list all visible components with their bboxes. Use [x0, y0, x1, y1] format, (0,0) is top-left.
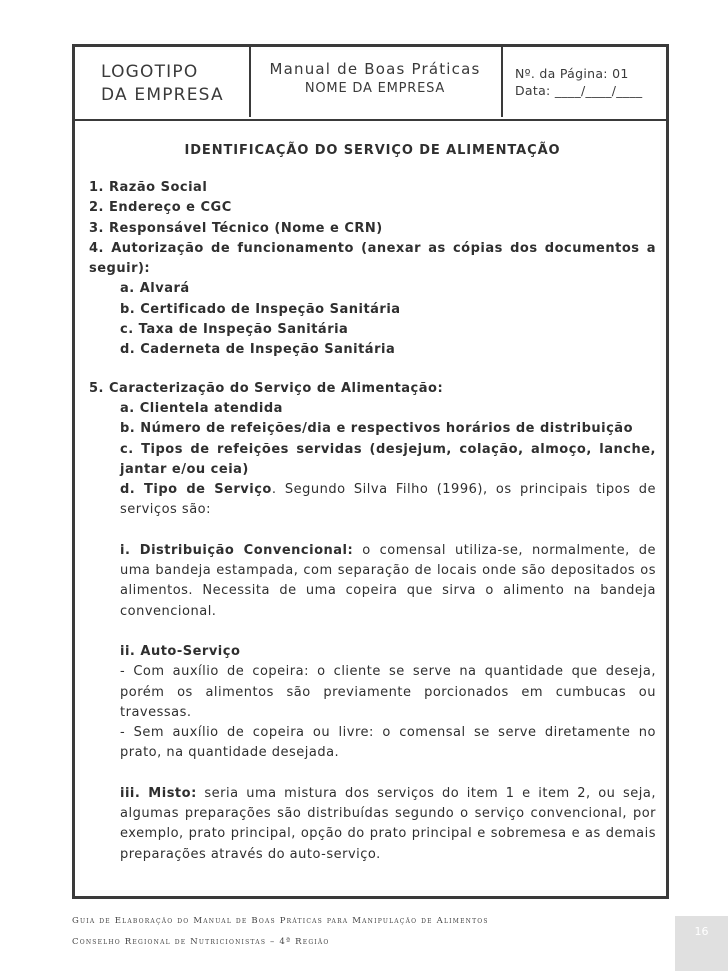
- manual-title-block: [251, 59, 499, 99]
- section-title: IDENTIFICAÇÃO DO SERVIÇO DE ALIMENTAÇÃO: [184, 143, 561, 158]
- page-info: [515, 65, 642, 99]
- item-taxa: c. Taxa de Inspeção Sanitária: [120, 322, 349, 338]
- item-caderneta: d. Caderneta de Inspeção Sanitária: [120, 342, 396, 358]
- auto-servico-sem-copeira: - Sem auxílio de copeira ou livre: o comensal se serve diretamente no prato, na quantidade desejada.: [120, 725, 656, 761]
- date-field: Data: ____/____/____: [515, 83, 643, 98]
- document-frame: [72, 44, 669, 899]
- item-razao-social: 1. Razão Social: [89, 180, 208, 195]
- item-endereco: 2. Endereço e CGC: [89, 200, 232, 216]
- manual-title: Manual de Boas Práticas: [269, 60, 481, 78]
- item-autorizacao: 4. Autorização de funcionamento (anexar as cópias dos documentos a seguir):: [89, 240, 656, 277]
- header-divider-right: [501, 47, 503, 117]
- document-body: [89, 143, 656, 865]
- auto-servico-com-copeira: - Com auxílio de copeira: o cliente se serve na quantidade que deseja, porém os alimentos são previamente porcionados em cumbucas ou travessas.: [120, 664, 656, 720]
- footer-page-number: 16: [675, 916, 728, 971]
- page-footer: [72, 911, 489, 953]
- company-logo-placeholder: [101, 61, 224, 107]
- auto-servico-label: ii. Auto-Serviço: [120, 643, 241, 659]
- misto-label: iii. Misto:: [120, 785, 197, 801]
- logo-line-2: DA EMPRESA: [101, 85, 224, 105]
- tipo-servico-text: . Segundo Silva Filho (1996), os principais tipos de serviços são:: [120, 482, 656, 518]
- page-number-field: Nº. da Página: 01: [515, 66, 629, 81]
- company-name: NOME DA EMPRESA: [304, 81, 446, 96]
- page-header: [75, 47, 666, 121]
- item-clientela: a. Clientela atendida: [120, 400, 283, 416]
- distribuicao-convencional-label: i. Distribuição Convencional:: [120, 542, 354, 558]
- item-tipos-refeicoes: c. Tipos de refeições servidas (desjejum, colação, almoço, lanche, jantar e/ou ceia): [120, 441, 656, 477]
- misto-text: seria uma mistura dos serviços do item 1 e item 2, ou seja, algumas preparações são distribuídas segundo o serviço convencional, por exemplo, prato principal, opção do prato principal e sobremesa e as demais preparações através do auto-serviço.: [120, 785, 657, 862]
- footer-guide-title: Guia de Elaboração do Manual de Boas Práticas para Manipulação de Alimentos: [72, 916, 489, 926]
- tipo-servico-label: d. Tipo de Serviço: [120, 482, 272, 498]
- paragraph-misto: [120, 784, 656, 865]
- item-alvara: a. Alvará: [120, 281, 190, 297]
- footer-council: Conselho Regional de Nutricionistas – 4ª Região: [72, 937, 330, 947]
- item-certificado: b. Certificado de Inspeção Sanitária: [120, 301, 401, 317]
- item-caracterizacao: 5. Caracterização do Serviço de Alimentação:: [89, 380, 444, 396]
- item-tipo-servico: [120, 480, 656, 521]
- distribuicao-convencional-text: o comensal utiliza-se, normalmente, de uma bandeja estampada, com separação de locais onde são depositados os alimentos. Necessita de uma copeira que sirva o alimento na bandeja convencional.: [120, 542, 656, 619]
- paragraph-distribuicao-convencional: [120, 541, 656, 622]
- logo-line-1: LOGOTIPO: [101, 62, 199, 82]
- item-numero-refeicoes: b. Número de refeições/dia e respectivos horários de distribuição: [120, 421, 634, 437]
- item-responsavel-tecnico: 3. Responsável Técnico (Nome e CRN): [89, 220, 383, 236]
